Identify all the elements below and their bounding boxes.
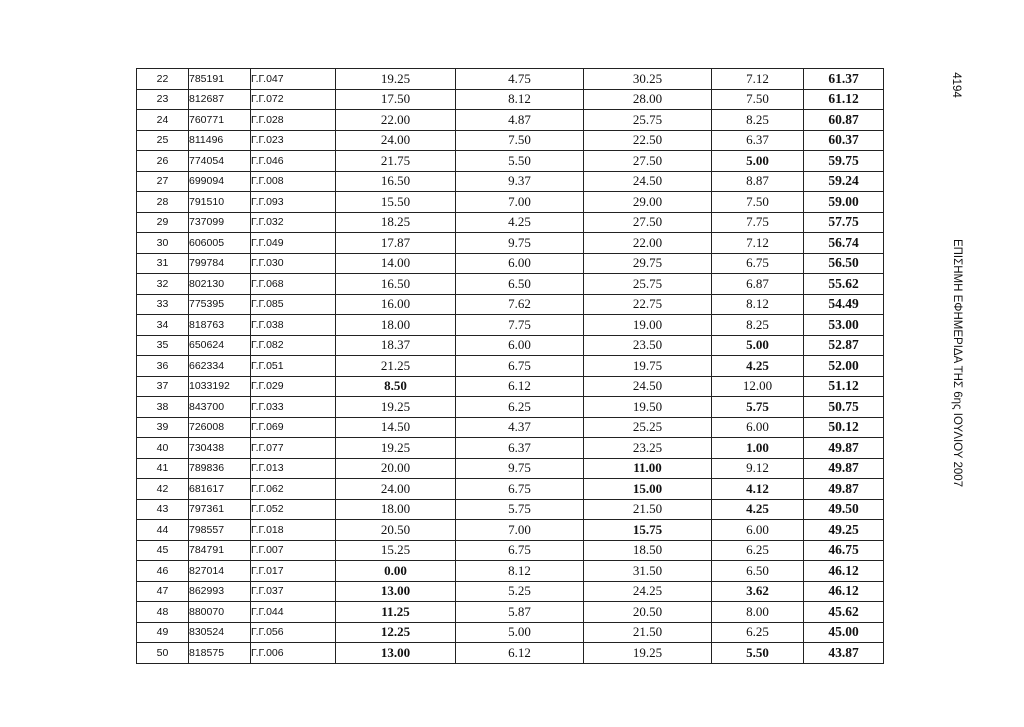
table-row xyxy=(137,376,884,397)
registration-number-cell: 880070 xyxy=(189,602,251,623)
total-score-cell: 51.12 xyxy=(804,376,884,397)
score-4-cell: 6.00 xyxy=(712,520,804,541)
code-cell: Γ.Γ.030 xyxy=(251,253,336,274)
total-score-cell: 56.50 xyxy=(804,253,884,274)
score-3-cell: 28.00 xyxy=(584,89,712,110)
score-4-cell: 3.62 xyxy=(712,581,804,602)
score-1-cell: 11.25 xyxy=(336,602,456,623)
gazette-running-title: ΕΠΙΣΗΜΗ ΕΦΗΜΕΡΙΔΑ ΤΗΣ 6ης ΙΟΥΛΙΟΥ 2007 xyxy=(951,238,963,488)
rank-cell: 44 xyxy=(137,520,189,541)
total-score-cell: 61.12 xyxy=(804,89,884,110)
score-1-cell: 17.50 xyxy=(336,89,456,110)
score-2-cell: 4.25 xyxy=(456,212,584,233)
score-4-cell: 8.25 xyxy=(712,315,804,336)
score-2-cell: 5.00 xyxy=(456,622,584,643)
score-4-cell: 6.87 xyxy=(712,274,804,295)
code-cell: Γ.Γ.006 xyxy=(251,643,336,664)
code-cell: Γ.Γ.082 xyxy=(251,335,336,356)
score-4-cell: 7.75 xyxy=(712,212,804,233)
score-1-cell: 19.25 xyxy=(336,397,456,418)
code-cell: Γ.Γ.062 xyxy=(251,479,336,500)
rank-cell: 38 xyxy=(137,397,189,418)
score-1-cell: 18.37 xyxy=(336,335,456,356)
score-2-cell: 6.37 xyxy=(456,438,584,459)
rank-cell: 31 xyxy=(137,253,189,274)
score-1-cell: 21.25 xyxy=(336,356,456,377)
score-3-cell: 31.50 xyxy=(584,561,712,582)
registration-number-cell: 791510 xyxy=(189,192,251,213)
table-row xyxy=(137,602,884,623)
total-score-cell: 55.62 xyxy=(804,274,884,295)
code-cell: Γ.Γ.072 xyxy=(251,89,336,110)
score-2-cell: 6.00 xyxy=(456,253,584,274)
table-row xyxy=(137,171,884,192)
registration-number-cell: 650624 xyxy=(189,335,251,356)
table-row xyxy=(137,417,884,438)
score-1-cell: 19.25 xyxy=(336,69,456,90)
total-score-cell: 60.37 xyxy=(804,130,884,151)
score-3-cell: 21.50 xyxy=(584,499,712,520)
code-cell: Γ.Γ.032 xyxy=(251,212,336,233)
table-row xyxy=(137,253,884,274)
registration-number-cell: 818575 xyxy=(189,643,251,664)
score-2-cell: 9.75 xyxy=(456,233,584,254)
score-2-cell: 9.37 xyxy=(456,171,584,192)
table-row xyxy=(137,274,884,295)
table-row xyxy=(137,520,884,541)
registration-number-cell: 737099 xyxy=(189,212,251,233)
score-2-cell: 4.87 xyxy=(456,110,584,131)
score-3-cell: 24.50 xyxy=(584,171,712,192)
score-3-cell: 25.75 xyxy=(584,274,712,295)
score-1-cell: 14.50 xyxy=(336,417,456,438)
score-3-cell: 22.75 xyxy=(584,294,712,315)
rank-cell: 26 xyxy=(137,151,189,172)
score-2-cell: 8.12 xyxy=(456,89,584,110)
total-score-cell: 59.00 xyxy=(804,192,884,213)
registration-number-cell: 797361 xyxy=(189,499,251,520)
score-2-cell: 7.00 xyxy=(456,520,584,541)
table-row xyxy=(137,294,884,315)
registration-number-cell: 843700 xyxy=(189,397,251,418)
score-1-cell: 18.00 xyxy=(336,499,456,520)
total-score-cell: 49.25 xyxy=(804,520,884,541)
score-3-cell: 19.25 xyxy=(584,643,712,664)
table-row xyxy=(137,151,884,172)
score-1-cell: 14.00 xyxy=(336,253,456,274)
score-3-cell: 19.00 xyxy=(584,315,712,336)
table-row xyxy=(137,540,884,561)
code-cell: Γ.Γ.046 xyxy=(251,151,336,172)
score-2-cell: 7.00 xyxy=(456,192,584,213)
rank-cell: 28 xyxy=(137,192,189,213)
registration-number-cell: 730438 xyxy=(189,438,251,459)
score-4-cell: 8.12 xyxy=(712,294,804,315)
rank-cell: 49 xyxy=(137,622,189,643)
score-2-cell: 5.75 xyxy=(456,499,584,520)
score-1-cell: 18.00 xyxy=(336,315,456,336)
score-4-cell: 7.12 xyxy=(712,233,804,254)
score-4-cell: 6.25 xyxy=(712,540,804,561)
registration-number-cell: 726008 xyxy=(189,417,251,438)
code-cell: Γ.Γ.013 xyxy=(251,458,336,479)
score-2-cell: 6.12 xyxy=(456,643,584,664)
score-2-cell: 6.12 xyxy=(456,376,584,397)
registration-number-cell: 812687 xyxy=(189,89,251,110)
score-4-cell: 5.00 xyxy=(712,335,804,356)
score-4-cell: 8.00 xyxy=(712,602,804,623)
score-1-cell: 15.25 xyxy=(336,540,456,561)
total-score-cell: 46.12 xyxy=(804,581,884,602)
score-4-cell: 7.12 xyxy=(712,69,804,90)
score-3-cell: 20.50 xyxy=(584,602,712,623)
score-3-cell: 22.50 xyxy=(584,130,712,151)
score-2-cell: 5.87 xyxy=(456,602,584,623)
total-score-cell: 54.49 xyxy=(804,294,884,315)
score-1-cell: 22.00 xyxy=(336,110,456,131)
registration-number-cell: 799784 xyxy=(189,253,251,274)
score-1-cell: 13.00 xyxy=(336,643,456,664)
rank-cell: 45 xyxy=(137,540,189,561)
rank-cell: 47 xyxy=(137,581,189,602)
total-score-cell: 46.12 xyxy=(804,561,884,582)
total-score-cell: 50.75 xyxy=(804,397,884,418)
score-1-cell: 13.00 xyxy=(336,581,456,602)
rank-cell: 40 xyxy=(137,438,189,459)
table-row xyxy=(137,458,884,479)
score-3-cell: 15.00 xyxy=(584,479,712,500)
total-score-cell: 43.87 xyxy=(804,643,884,664)
rank-cell: 29 xyxy=(137,212,189,233)
score-3-cell: 25.25 xyxy=(584,417,712,438)
score-3-cell: 23.25 xyxy=(584,438,712,459)
rank-cell: 34 xyxy=(137,315,189,336)
table-row xyxy=(137,397,884,418)
total-score-cell: 59.24 xyxy=(804,171,884,192)
score-3-cell: 11.00 xyxy=(584,458,712,479)
total-score-cell: 49.87 xyxy=(804,458,884,479)
registration-number-cell: 784791 xyxy=(189,540,251,561)
total-score-cell: 49.50 xyxy=(804,499,884,520)
rank-cell: 24 xyxy=(137,110,189,131)
total-score-cell: 45.00 xyxy=(804,622,884,643)
rank-cell: 46 xyxy=(137,561,189,582)
score-3-cell: 24.25 xyxy=(584,581,712,602)
score-3-cell: 30.25 xyxy=(584,69,712,90)
score-3-cell: 22.00 xyxy=(584,233,712,254)
table-row xyxy=(137,69,884,90)
score-2-cell: 4.75 xyxy=(456,69,584,90)
score-2-cell: 4.37 xyxy=(456,417,584,438)
score-3-cell: 25.75 xyxy=(584,110,712,131)
rank-cell: 37 xyxy=(137,376,189,397)
registration-number-cell: 699094 xyxy=(189,171,251,192)
total-score-cell: 52.00 xyxy=(804,356,884,377)
code-cell: Γ.Γ.077 xyxy=(251,438,336,459)
total-score-cell: 57.75 xyxy=(804,212,884,233)
table-row xyxy=(137,438,884,459)
score-4-cell: 7.50 xyxy=(712,89,804,110)
registration-number-cell: 830524 xyxy=(189,622,251,643)
rank-cell: 25 xyxy=(137,130,189,151)
score-2-cell: 6.75 xyxy=(456,540,584,561)
score-1-cell: 8.50 xyxy=(336,376,456,397)
table-row xyxy=(137,561,884,582)
code-cell: Γ.Γ.049 xyxy=(251,233,336,254)
score-1-cell: 12.25 xyxy=(336,622,456,643)
code-cell: Γ.Γ.069 xyxy=(251,417,336,438)
score-1-cell: 20.50 xyxy=(336,520,456,541)
rank-cell: 27 xyxy=(137,171,189,192)
code-cell: Γ.Γ.038 xyxy=(251,315,336,336)
score-3-cell: 24.50 xyxy=(584,376,712,397)
score-2-cell: 7.50 xyxy=(456,130,584,151)
results-table xyxy=(136,68,884,664)
score-3-cell: 27.50 xyxy=(584,212,712,233)
score-4-cell: 4.25 xyxy=(712,499,804,520)
score-4-cell: 9.12 xyxy=(712,458,804,479)
table-row xyxy=(137,89,884,110)
score-1-cell: 19.25 xyxy=(336,438,456,459)
total-score-cell: 49.87 xyxy=(804,479,884,500)
score-4-cell: 12.00 xyxy=(712,376,804,397)
code-cell: Γ.Γ.018 xyxy=(251,520,336,541)
score-1-cell: 21.75 xyxy=(336,151,456,172)
code-cell: Γ.Γ.008 xyxy=(251,171,336,192)
code-cell: Γ.Γ.017 xyxy=(251,561,336,582)
rank-cell: 23 xyxy=(137,89,189,110)
score-3-cell: 15.75 xyxy=(584,520,712,541)
score-4-cell: 6.00 xyxy=(712,417,804,438)
score-3-cell: 19.50 xyxy=(584,397,712,418)
table-row xyxy=(137,356,884,377)
score-3-cell: 29.00 xyxy=(584,192,712,213)
total-score-cell: 56.74 xyxy=(804,233,884,254)
score-2-cell: 9.75 xyxy=(456,458,584,479)
score-2-cell: 8.12 xyxy=(456,561,584,582)
code-cell: Γ.Γ.007 xyxy=(251,540,336,561)
table-row xyxy=(137,110,884,131)
total-score-cell: 49.87 xyxy=(804,438,884,459)
total-score-cell: 45.62 xyxy=(804,602,884,623)
rank-cell: 22 xyxy=(137,69,189,90)
registration-number-cell: 785191 xyxy=(189,69,251,90)
score-4-cell: 6.75 xyxy=(712,253,804,274)
table-row xyxy=(137,479,884,500)
code-cell: Γ.Γ.093 xyxy=(251,192,336,213)
score-1-cell: 24.00 xyxy=(336,479,456,500)
score-2-cell: 6.25 xyxy=(456,397,584,418)
table-row xyxy=(137,643,884,664)
registration-number-cell: 774054 xyxy=(189,151,251,172)
score-4-cell: 4.25 xyxy=(712,356,804,377)
score-4-cell: 5.50 xyxy=(712,643,804,664)
table-row xyxy=(137,233,884,254)
score-2-cell: 6.50 xyxy=(456,274,584,295)
rank-cell: 42 xyxy=(137,479,189,500)
results-table-body xyxy=(137,69,884,664)
total-score-cell: 60.87 xyxy=(804,110,884,131)
code-cell: Γ.Γ.056 xyxy=(251,622,336,643)
score-1-cell: 24.00 xyxy=(336,130,456,151)
registration-number-cell: 827014 xyxy=(189,561,251,582)
score-4-cell: 8.87 xyxy=(712,171,804,192)
score-2-cell: 6.75 xyxy=(456,356,584,377)
table-row xyxy=(137,581,884,602)
table-row xyxy=(137,622,884,643)
score-2-cell: 5.25 xyxy=(456,581,584,602)
total-score-cell: 52.87 xyxy=(804,335,884,356)
total-score-cell: 59.75 xyxy=(804,151,884,172)
rank-cell: 32 xyxy=(137,274,189,295)
registration-number-cell: 681617 xyxy=(189,479,251,500)
score-1-cell: 15.50 xyxy=(336,192,456,213)
table-row xyxy=(137,192,884,213)
registration-number-cell: 811496 xyxy=(189,130,251,151)
score-2-cell: 7.75 xyxy=(456,315,584,336)
table-row xyxy=(137,212,884,233)
code-cell: Γ.Γ.028 xyxy=(251,110,336,131)
score-1-cell: 16.50 xyxy=(336,274,456,295)
total-score-cell: 50.12 xyxy=(804,417,884,438)
score-1-cell: 18.25 xyxy=(336,212,456,233)
rank-cell: 35 xyxy=(137,335,189,356)
registration-number-cell: 862993 xyxy=(189,581,251,602)
table-row xyxy=(137,130,884,151)
rank-cell: 30 xyxy=(137,233,189,254)
code-cell: Γ.Γ.047 xyxy=(251,69,336,90)
score-1-cell: 16.50 xyxy=(336,171,456,192)
score-2-cell: 6.00 xyxy=(456,335,584,356)
rank-cell: 39 xyxy=(137,417,189,438)
score-4-cell: 7.50 xyxy=(712,192,804,213)
code-cell: Γ.Γ.029 xyxy=(251,376,336,397)
code-cell: Γ.Γ.023 xyxy=(251,130,336,151)
score-4-cell: 6.50 xyxy=(712,561,804,582)
registration-number-cell: 760771 xyxy=(189,110,251,131)
table-row xyxy=(137,315,884,336)
score-3-cell: 18.50 xyxy=(584,540,712,561)
table-row xyxy=(137,335,884,356)
score-2-cell: 6.75 xyxy=(456,479,584,500)
registration-number-cell: 789836 xyxy=(189,458,251,479)
score-4-cell: 1.00 xyxy=(712,438,804,459)
total-score-cell: 53.00 xyxy=(804,315,884,336)
rank-cell: 50 xyxy=(137,643,189,664)
code-cell: Γ.Γ.085 xyxy=(251,294,336,315)
score-3-cell: 21.50 xyxy=(584,622,712,643)
score-3-cell: 19.75 xyxy=(584,356,712,377)
score-1-cell: 20.00 xyxy=(336,458,456,479)
code-cell: Γ.Γ.051 xyxy=(251,356,336,377)
rank-cell: 48 xyxy=(137,602,189,623)
code-cell: Γ.Γ.044 xyxy=(251,602,336,623)
rank-cell: 41 xyxy=(137,458,189,479)
code-cell: Γ.Γ.052 xyxy=(251,499,336,520)
score-4-cell: 4.12 xyxy=(712,479,804,500)
code-cell: Γ.Γ.068 xyxy=(251,274,336,295)
table-row xyxy=(137,499,884,520)
page-number: 4194 xyxy=(950,72,962,98)
rank-cell: 33 xyxy=(137,294,189,315)
registration-number-cell: 798557 xyxy=(189,520,251,541)
total-score-cell: 46.75 xyxy=(804,540,884,561)
score-3-cell: 29.75 xyxy=(584,253,712,274)
registration-number-cell: 662334 xyxy=(189,356,251,377)
rank-cell: 36 xyxy=(137,356,189,377)
total-score-cell: 61.37 xyxy=(804,69,884,90)
rank-cell: 43 xyxy=(137,499,189,520)
score-3-cell: 23.50 xyxy=(584,335,712,356)
score-2-cell: 5.50 xyxy=(456,151,584,172)
score-3-cell: 27.50 xyxy=(584,151,712,172)
registration-number-cell: 775395 xyxy=(189,294,251,315)
score-4-cell: 5.75 xyxy=(712,397,804,418)
score-1-cell: 17.87 xyxy=(336,233,456,254)
registration-number-cell: 606005 xyxy=(189,233,251,254)
code-cell: Γ.Γ.037 xyxy=(251,581,336,602)
score-4-cell: 8.25 xyxy=(712,110,804,131)
score-2-cell: 7.62 xyxy=(456,294,584,315)
code-cell: Γ.Γ.033 xyxy=(251,397,336,418)
score-4-cell: 5.00 xyxy=(712,151,804,172)
registration-number-cell: 802130 xyxy=(189,274,251,295)
score-1-cell: 0.00 xyxy=(336,561,456,582)
score-1-cell: 16.00 xyxy=(336,294,456,315)
score-4-cell: 6.37 xyxy=(712,130,804,151)
registration-number-cell: 818763 xyxy=(189,315,251,336)
score-4-cell: 6.25 xyxy=(712,622,804,643)
registration-number-cell: 1033192 xyxy=(189,376,251,397)
